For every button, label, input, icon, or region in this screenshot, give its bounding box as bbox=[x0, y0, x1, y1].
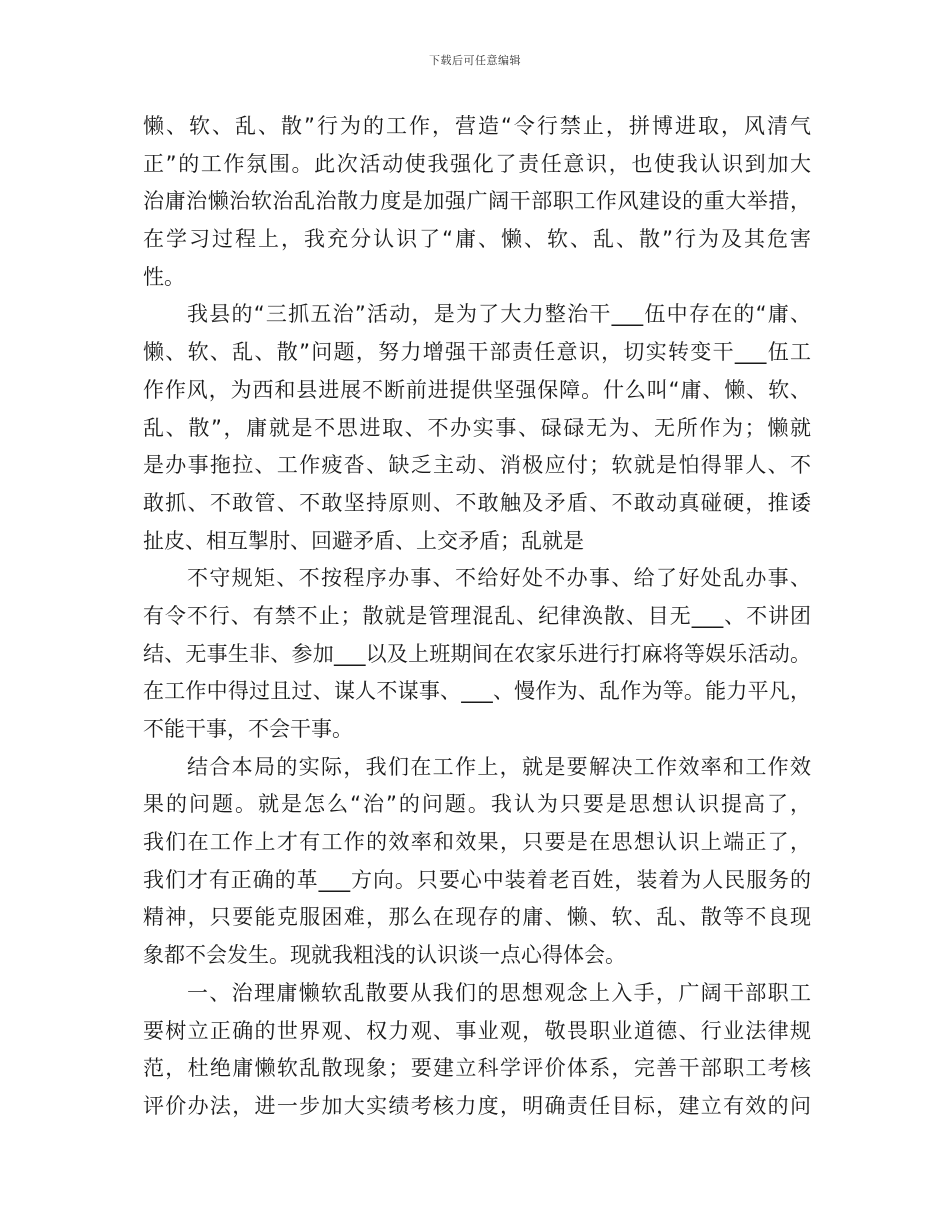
text-line: 一、治理庸懒软乱散要从我们的思想观念上入手，广阔干部职工 bbox=[187, 980, 811, 1005]
text-line: 精神，只要能克服困难，那么在现存的庸、懒、软、乱、散等不良现 bbox=[143, 905, 811, 930]
text-line: 我们才有正确的革___方向。只要心中装着老百姓，装着为人民服务的 bbox=[143, 867, 811, 892]
text-line: 正”的工作氛围。此次活动使我强化了责任意识，也使我认识到加大 bbox=[143, 151, 811, 176]
text-line: 扯皮、相互掣肘、回避矛盾、上交矛盾；乱就是 bbox=[143, 528, 584, 553]
text-line: 治庸治懒治软治乱治散力度是加强广阔干部职工作风建设的重大举措， bbox=[143, 189, 811, 214]
text-line: 不能干事，不会干事。 bbox=[143, 717, 353, 741]
text-line: 结合本局的实际，我们在工作上，就是要解决工作效率和工作效 bbox=[187, 754, 811, 779]
text-line: 在学习过程上，我充分认识了“庸、懒、软、乱、散”行为及其危害 bbox=[143, 227, 811, 252]
text-line: 敢抓、不敢管、不敢坚持原则、不敢触及矛盾、不敢动真碰硬，推诿 bbox=[143, 490, 811, 515]
text-line: 评价办法，进一步加大实绩考核力度，明确责任目标，建立有效的问 bbox=[143, 1093, 811, 1118]
document-body bbox=[143, 108, 811, 1126]
text-line: 作作风，为西和县进展不断前进提供坚强保障。什么叫“庸、懒、软、 bbox=[143, 377, 811, 402]
text-line: 懒、软、乱、散”行为的工作，营造“令行禁止，拼博进取，风清气 bbox=[143, 114, 811, 138]
text-line: 有令不行、有禁不止；散就是管理混乱、纪律涣散、目无___、不讲团 bbox=[143, 603, 811, 628]
text-line: 象都不会发生。现就我粗浅的认识谈一点心得体会。 bbox=[143, 943, 626, 968]
text-line: 乱、散”，庸就是不思进取、不办实事、碌碌无为、无所作为；懒就 bbox=[143, 415, 811, 440]
text-line: 是办事拖拉、工作疲沓、缺乏主动、消极应付；软就是怕得罪人、不 bbox=[143, 453, 811, 478]
text-line: 果的问题。就是怎么“治”的问题。我认为只要是思想认识提高了， bbox=[143, 792, 811, 817]
text-line: 在工作中得过且过、谋人不谋事、___、慢作为、乱作为等。能力平凡， bbox=[143, 679, 811, 704]
text-line: 我县的“三抓五治”活动，是为了大力整治干___伍中存在的“庸、 bbox=[187, 302, 811, 327]
text-line: 性。 bbox=[143, 264, 185, 289]
text-line: 要树立正确的世界观、权力观、事业观，敬畏职业道德、行业法律规 bbox=[143, 1018, 811, 1043]
text-line: 我们在工作上才有工作的效率和效果，只要是在思想认识上端正了， bbox=[143, 830, 811, 855]
text-line: 不守规矩、不按程序办事、不给好处不办事、给了好处乱办事、 bbox=[187, 566, 811, 591]
text-line: 懒、软、乱、散”问题，努力增强干部责任意识，切实转变干___伍工 bbox=[143, 340, 811, 365]
page-header: 下载后可任意编辑 bbox=[429, 54, 521, 67]
text-line: 范，杜绝庸懒软乱散现象；要建立科学评价体系，完善干部职工考核 bbox=[143, 1056, 811, 1081]
text-line: 结、无事生非、参加___以及上班期间在农家乐进行打麻将等娱乐活动。 bbox=[143, 641, 811, 666]
